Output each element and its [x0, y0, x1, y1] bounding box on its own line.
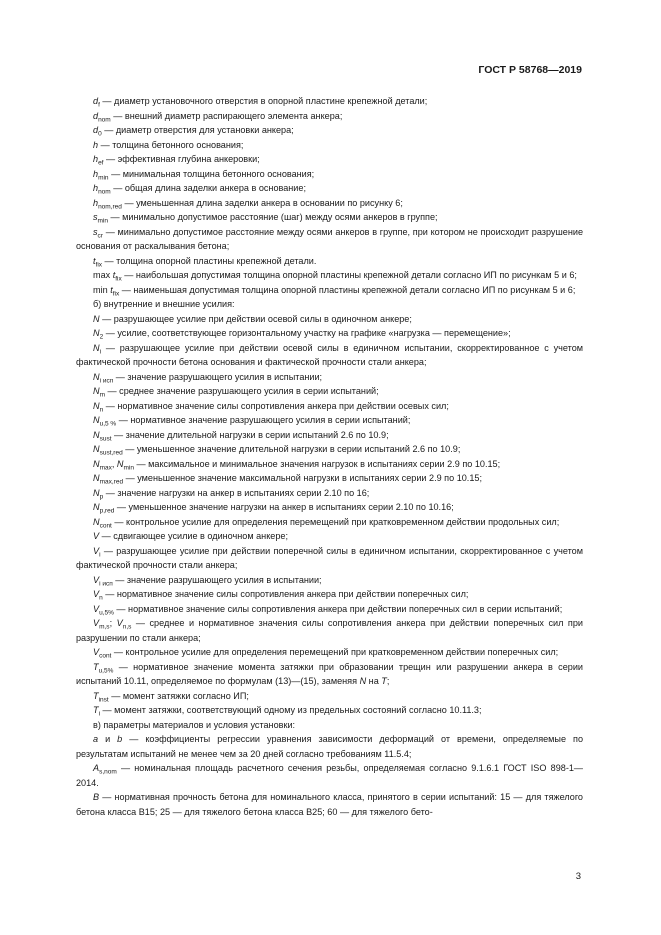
- symbol: N: [93, 473, 100, 483]
- definition-line: [76, 645, 583, 660]
- definition-line: [76, 399, 583, 414]
- definition-text: — разрушающее усилие при действии осевой силы в одиночном анкере;: [99, 313, 412, 324]
- symbol: h: [93, 197, 99, 208]
- symbol: N: [93, 502, 100, 512]
- symbol: T: [93, 661, 99, 672]
- definition-line: [76, 457, 583, 472]
- definition-text: — наибольшая допустимая толщина опорной пластины крепежной детали согласно ИП по рисункам 5 и 6;: [121, 270, 577, 280]
- definition-line: [76, 544, 583, 573]
- definition-text: — контрольное усилие для определения перемещений при кратковременном действии поперечных сил;: [111, 647, 559, 657]
- symbol-subscript: nom: [98, 188, 111, 196]
- symbol-subscript: inst: [98, 696, 109, 703]
- symbol: V: [93, 618, 100, 628]
- symbol-subscript: max,red: [99, 478, 124, 486]
- symbol: N: [93, 313, 100, 324]
- definition-text: — минимальная толщина бетонного основания;: [108, 168, 315, 179]
- definition-text: — среднее значение разрушающего усилия в серии испытаний;: [105, 386, 379, 396]
- definition-line: [76, 268, 583, 283]
- symbol-subscript: fix: [115, 275, 122, 283]
- symbol: T: [93, 705, 99, 715]
- definition-text: — сдвигающее усилие в одиночном анкере;: [99, 531, 288, 541]
- definition-text: — уменьшенное значение нагрузки на анкер в испытаниях серии 2.10 по 10.16;: [114, 502, 454, 512]
- definition-text: — нормативное значение силы сопротивления анкера при действии поперечных сил в серии испытаний;: [113, 603, 563, 614]
- symbol-subscript: i: [98, 710, 101, 718]
- separator-text: ;: [109, 618, 117, 628]
- symbol-subscript: u,5%: [98, 667, 114, 674]
- definition-text: — нормативное значение силы сопротивления анкера при действии поперечных сил;: [102, 589, 469, 599]
- definition-text: — момент затяжки, соответствующий одному из предельных состояний согласно 10.11.3;: [100, 705, 482, 715]
- symbol: s: [93, 212, 98, 222]
- separator-text: ,: [111, 458, 117, 469]
- definition-text: — толщина опорной пластины крепежной детали.: [102, 255, 317, 266]
- symbol: N: [93, 371, 100, 382]
- symbol-subscript: min: [97, 217, 109, 225]
- definition-text: — значение длительной нагрузки в серии испытаний 2.6 по 10.9;: [111, 429, 389, 440]
- symbol-subscript: u,5%: [99, 609, 114, 616]
- symbol: N: [93, 487, 100, 498]
- definition-line: [76, 370, 583, 385]
- symbol: N: [116, 458, 124, 469]
- definition-text: в) параметры материалов и условия установки:: [93, 719, 296, 730]
- symbol: V: [93, 574, 100, 585]
- symbol-subscript: i исп: [99, 377, 114, 384]
- symbol-subscript: sust,red: [99, 449, 123, 457]
- symbol: d: [93, 96, 99, 106]
- definition-line: [76, 602, 583, 617]
- definition-line: [76, 297, 583, 312]
- definition-line: [76, 689, 583, 704]
- symbol: N: [93, 342, 100, 353]
- symbol: a: [93, 734, 99, 744]
- definition-line: [76, 123, 583, 138]
- definition-text: — уменьшенная длина заделки анкера в основании по рисунку 6;: [121, 197, 403, 208]
- definition-line: [76, 254, 583, 269]
- definition-text: — значение нагрузки на анкер в испытаниях серии 2.10 по 16;: [103, 487, 370, 498]
- definition-text: — значение разрушающего усилия в испытании;: [113, 371, 323, 382]
- symbol: N: [93, 415, 100, 425]
- symbol: d: [93, 110, 99, 121]
- definition-line: [76, 761, 583, 790]
- definition-line: [76, 790, 583, 819]
- symbol-subscript: m,s: [99, 623, 110, 631]
- definition-text: — максимальное и минимальное значения нагрузок в испытаниях серии 2.9 по 10.15;: [133, 458, 501, 469]
- definition-line: [76, 326, 583, 341]
- symbol-subscript: u,5 %: [99, 420, 117, 428]
- symbol-subscript: fix: [112, 290, 120, 297]
- symbol: N: [93, 328, 100, 338]
- prefix-text: max: [93, 270, 113, 280]
- definition-line: [76, 109, 583, 124]
- definition-text: — контрольное усилие для определения перемещений при кратковременном действии продольных сил;: [111, 516, 560, 527]
- definition-line: [76, 660, 583, 689]
- definition-line: [76, 196, 583, 211]
- symbol: V: [93, 603, 100, 614]
- definition-text: — минимально допустимое расстояние между осями анкеров в группе, при котором не происходит разрушение основания от раскалывания бетона;: [76, 226, 583, 251]
- definition-text: — номинальная площадь расчетного сечения резьбы, определяемая согласно 9.1.6.1 ГОСТ ISO 898-1—2014.: [76, 763, 583, 788]
- symbol: t: [93, 255, 96, 266]
- symbol-subscript: nom,red: [98, 203, 122, 210]
- symbol: N: [93, 444, 100, 454]
- definition-line: [76, 225, 583, 254]
- definition-line: [76, 384, 583, 399]
- definition-line: [76, 152, 583, 167]
- symbol-subscript: cont: [99, 522, 112, 529]
- page-number: 3: [575, 871, 581, 882]
- symbol-subscript: m: [99, 391, 105, 399]
- symbol-subscript: i: [99, 348, 102, 355]
- definition-text: — внешний диаметр распирающего элемента анкера;: [110, 110, 343, 121]
- definition-line: [76, 718, 583, 733]
- definition-text: — нормативное значение разрушающего усилия в серии испытаний;: [116, 415, 411, 425]
- symbol: h: [93, 154, 99, 164]
- symbol: s: [93, 226, 98, 237]
- symbol-subscript: n: [99, 406, 104, 413]
- symbol: N: [93, 458, 100, 469]
- symbol: B: [93, 792, 100, 802]
- definition-line: [76, 616, 583, 645]
- symbol-subscript: min: [123, 464, 134, 471]
- definition-text: — диаметр установочного отверстия в опорной пластине крепежной детали;: [99, 96, 428, 106]
- definition-line: [76, 442, 583, 457]
- definition-text: — значение разрушающего усилия в испытании;: [112, 574, 322, 585]
- standard-header: ГОСТ Р 58768—2019: [478, 64, 582, 76]
- definition-line: [76, 138, 583, 153]
- definition-line: [76, 413, 583, 428]
- definition-line: [76, 703, 583, 718]
- definition-line: [76, 529, 583, 544]
- symbol-subscript: 2: [99, 333, 104, 341]
- definition-text: — среднее и нормативное значения силы сопротивления анкера при действии поперечных сил при разрушении по стали анкера;: [76, 618, 583, 643]
- symbol: b: [117, 734, 123, 744]
- symbol-subscript: sust: [99, 435, 112, 442]
- symbol: N: [359, 676, 367, 686]
- document-body: [76, 94, 583, 819]
- symbol-subscript: n,s: [122, 623, 132, 631]
- prefix-text: min: [93, 284, 111, 295]
- symbol: T: [381, 676, 387, 686]
- definition-text: — нормативное значение момента затяжки при образовании трещин или разрушении анкера в серии испытаний 10.11, определяемое по формулам (13)—(15), заменяя: [76, 661, 583, 686]
- symbol: h: [93, 183, 99, 193]
- symbol: V: [93, 589, 100, 599]
- definition-text: — толщина бетонного основания;: [98, 139, 244, 150]
- separator-text: на: [366, 676, 382, 686]
- symbol-subscript: fix: [95, 261, 103, 268]
- symbol-subscript: p: [99, 493, 104, 500]
- symbol: V: [93, 545, 100, 556]
- definition-line: [76, 515, 583, 530]
- symbol-subscript: p,red: [99, 507, 115, 515]
- symbol-subscript: nom: [98, 116, 111, 123]
- definition-line: [76, 500, 583, 515]
- definition-line: [76, 428, 583, 443]
- symbol: N: [93, 429, 100, 440]
- symbol: h: [93, 168, 99, 179]
- symbol-subscript: min: [98, 174, 109, 181]
- definition-text: — разрушающее усилие при действии поперечной силы в единичном испытании, скорректированное с учетом фактической прочности стали анкера;: [76, 545, 583, 570]
- symbol-subscript: ef: [98, 159, 104, 167]
- symbol-subscript: s,nom: [99, 768, 117, 776]
- definition-line: [76, 486, 583, 501]
- definition-text: — минимально допустимое расстояние (шаг) между осями анкеров в группе;: [108, 212, 438, 222]
- definition-text: — коэффициенты регрессии уравнения зависимости деформаций от времени, определяемые по результатам испытаний не менее чем за 20 дней согласно требованиям 11.5.4;: [76, 734, 584, 759]
- definition-line: [76, 283, 583, 298]
- definition-line: [76, 471, 583, 486]
- definition-text: — уменьшенное значение длительной нагрузки в серии испытаний 2.6 по 10.9;: [122, 444, 461, 454]
- symbol: V: [93, 647, 100, 657]
- definition-line: [76, 573, 583, 588]
- separator-text: и: [98, 734, 118, 744]
- definition-text: — диаметр отверстия для установки анкера;: [101, 125, 294, 135]
- definition-line: [76, 167, 583, 182]
- symbol-subscript: max: [99, 464, 112, 471]
- definition-line: [76, 341, 583, 370]
- symbol-subscript: cont: [99, 652, 112, 660]
- definition-line: [76, 587, 583, 602]
- definition-line: [76, 181, 583, 196]
- symbol: N: [93, 386, 100, 396]
- definition-text: — эффективная глубина анкеровки;: [103, 154, 260, 164]
- symbol: T: [93, 690, 99, 701]
- definition-text: — нормативная прочность бетона для номинального класса, принятого в серии испытаний: 15 — для тяжелого бетона класса В15; 25 — для тяжелого бетона класса В25; 60 — для тяжелого бето-: [76, 792, 583, 817]
- definition-line: [76, 94, 583, 109]
- symbol-subscript: cr: [97, 232, 103, 239]
- symbol: t: [112, 270, 116, 280]
- symbol-subscript: i: [99, 551, 101, 558]
- end-text: ;: [386, 676, 390, 686]
- symbol: N: [93, 400, 100, 411]
- symbol-subscript: 0: [98, 130, 102, 138]
- definition-text: — разрушающее усилие при действии осевой силы в единичном испытании, скорректированное с учетом фактической прочности бетона основания и фактической прочности стали анкера;: [76, 342, 583, 367]
- definition-text: — общая длина заделки анкера в основание;: [110, 183, 306, 193]
- definition-text: — усилие, соответствующее горизонтальному участку на графике «нагрузка — перемещение»;: [103, 328, 511, 338]
- symbol-subscript: f: [98, 101, 100, 109]
- definition-text: — момент затяжки согласно ИП;: [108, 690, 249, 701]
- symbol: h: [93, 139, 99, 150]
- definition-text: — наименьшая допустимая толщина опорной пластины крепежной детали согласно ИП по рисункам 5 и 6;: [119, 284, 576, 295]
- symbol: t: [110, 284, 113, 295]
- definition-text: — уменьшенное значение максимальной нагрузки в испытаниях серии 2.9 по 10.15;: [123, 473, 482, 483]
- symbol: V: [93, 531, 100, 541]
- definition-line: [76, 210, 583, 225]
- symbol: N: [93, 516, 100, 527]
- symbol: V: [116, 618, 123, 628]
- definition-line: [76, 732, 583, 761]
- symbol: A: [93, 763, 100, 773]
- definition-line: [76, 312, 583, 327]
- definition-text: б) внутренние и внешние усилия:: [93, 299, 235, 309]
- symbol-subscript: i исп: [99, 580, 113, 587]
- symbol-subscript: n: [99, 594, 103, 602]
- definition-text: — нормативное значение силы сопротивления анкера при действии осевых сил;: [103, 400, 449, 411]
- symbol: d: [93, 125, 99, 135]
